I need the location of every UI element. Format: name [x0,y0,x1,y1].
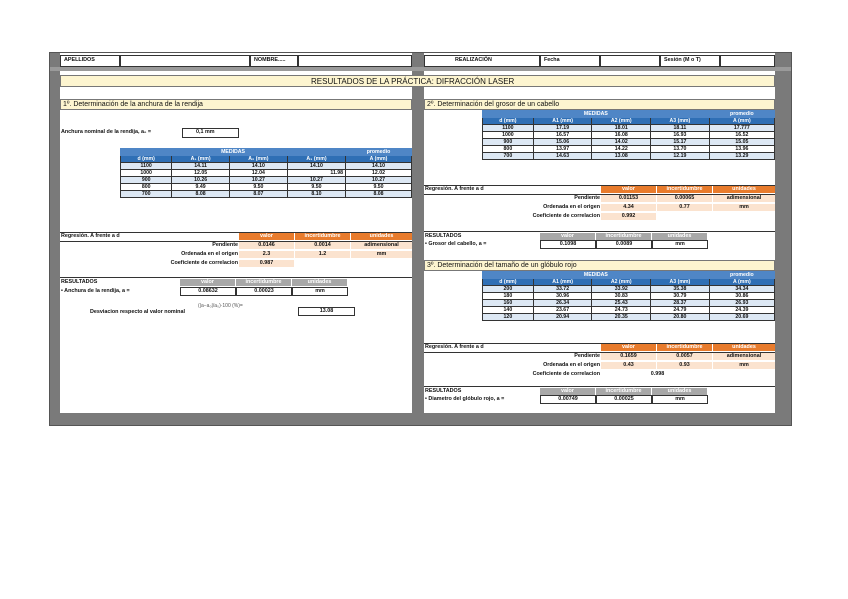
s2-pendiente-incert: 0.00065 [657,195,712,202]
s2-pendiente-unid: adimensional [713,195,775,202]
bottom-frame-bar [50,413,791,425]
s3-pendiente-incert: 0.0057 [657,353,712,360]
s3-resultados-title: RESULTADOS [425,388,462,394]
s2-col-a: A (mm) [709,118,774,125]
table-row: 900 15.06 14.02 15.17 15.05 [483,139,775,146]
s1-col-a2: A₂ (mm) [229,156,287,163]
section1-title: 1º. Determinación de la anchura de la rendija [60,99,412,110]
table-row: 700 8.08 8.07 8.10 8.08 [121,191,412,198]
table-row: 180 30.96 30.83 30.79 30.86 [483,293,775,300]
table-row: 700 14.63 13.08 12.19 13.29 [483,153,775,160]
s1-desv-formula: (|a−a₀|/a₀)·100 (%)= [198,303,243,309]
s3-medidas-table [482,271,775,321]
s3-reg-h-incert: incertidumbre [657,344,712,351]
s2-reg-h-incert: incertidumbre [657,186,712,193]
s1-reg-h-unid: unidades [351,233,412,240]
table-row: 1000 16.57 16.08 16.93 16.52 [483,132,775,139]
s3-col-a2: A2 (mm) [592,279,651,286]
table-row: 1100 14.11 14.10 14.10 14.10 [121,163,412,170]
realizacion-label: REALIZACIÓN [424,55,540,67]
s2-coef-valor: 0.992 [601,213,656,220]
s1-regresion-title: Regresión. A frente a d [61,233,120,239]
s2-res-h-valor: valor [540,233,595,240]
s1-reg-h-incert: incertidumbre [295,233,350,240]
s1-pendiente-valor: 0.0146 [239,242,294,249]
s1-res-h-unid: unidades [292,279,347,286]
s3-res-unid: mm [652,395,708,404]
s2-reg-h-valor: valor [601,186,656,193]
table-row: 1100 17.19 18.01 18.11 17.777 [483,125,775,132]
s3-reg-h-valor: valor [601,344,656,351]
s3-ordenada-label: Ordenada en el origen [543,362,600,368]
s3-reg-h-unid: unidades [713,344,775,351]
s2-res-h-unid: unidades [652,233,707,240]
s3-col-a: A (mm) [709,279,774,286]
s1-ordenada-valor: 2.3 [239,251,294,258]
s2-ordenada-valor: 4.34 [601,204,656,211]
s2-res-h-incert: incertidumbre [596,233,651,240]
section3-title: 3º. Determinación del tamaño de un glóbulo rojo [424,260,775,271]
s3-col-d: d (mm) [483,279,534,286]
page-title [60,75,775,87]
apellidos-label: APELLIDOS [60,55,120,67]
s1-col-a3: A₃ (mm) [287,156,345,163]
nombre-label: NOMBRE..... [250,55,298,67]
apellidos-field[interactable] [120,55,250,67]
s1-desv-label: Desviacion respecto al valor nominal [90,309,185,315]
s1-medidas-table [120,148,412,198]
s3-res-incert: 0.00025 [596,395,652,404]
s3-regresion-title: Regresión. A frente a d [425,344,484,350]
s1-coef-valor: 0.987 [239,260,294,267]
s1-col-d: d (mm) [121,156,172,163]
s2-ordenada-label: Ordenada en el origen [543,204,600,210]
right-frame-bar [775,53,791,425]
s3-res-h-incert: incertidumbre [596,388,651,395]
s3-res-valor: 0.00749 [540,395,596,404]
spreadsheet-sheet [49,52,792,426]
s1-nominal-box [182,128,239,138]
s1-pendiente-label: Pendiente [212,242,238,248]
s3-pendiente-valor: 0.1659 [601,353,656,360]
s3-res-label: • Diametro del glóbulo rojo, a = [425,396,505,402]
s1-pendiente-incert: 0.0014 [295,242,350,249]
s2-medidas-table [482,110,775,160]
s3-res-h-valor: valor [540,388,595,395]
s1-ordenada-unid: mm [351,251,412,258]
s2-col-d: d (mm) [483,118,534,125]
s2-pendiente-valor: 0.01153 [601,195,656,202]
s1-col-a1: A₁ (mm) [172,156,230,163]
s2-ordenada-unid: mm [713,204,775,211]
s3-promedio-header: promedio [709,272,774,279]
table-row: 1000 12.05 12.04 11.98 12.02 [121,170,412,177]
s1-res-h-valor: valor [180,279,235,286]
s1-ordenada-label: Ordenada en el origen [181,251,238,257]
s1-ordenada-incert: 1.2 [295,251,350,258]
s1-nominal-label: Anchura nominal de la rendija, a₀ = [61,129,152,135]
table-row: 800 9.49 9.50 9.50 9.50 [121,184,412,191]
nombre-field[interactable] [298,55,412,67]
table-row: 120 20.94 20.35 20.80 20.69 [483,314,775,321]
s1-res-unid: mm [292,287,348,296]
table-row: 900 10.26 10.27 10.27 10.27 [121,177,412,184]
fecha-label: Fecha [540,55,600,67]
s3-ordenada-incert: 0.93 [657,362,712,369]
s2-res-label: • Grosor del cabello, a = [425,241,487,247]
s1-promedio-header: promedio [346,149,412,156]
left-frame-bar [50,53,60,425]
s1-desv-value: 13.08 [298,307,355,316]
s2-pendiente-label: Pendiente [574,195,600,201]
fecha-field[interactable] [600,55,660,67]
table-row: 200 33.72 33.92 35.38 34.34 [483,286,775,293]
table-row: 140 23.67 24.73 24.79 24.39 [483,307,775,314]
s3-pendiente-label: Pendiente [574,353,600,359]
s1-col-a: A (mm) [346,156,412,163]
s2-resultados-title: RESULTADOS [425,233,462,239]
s1-pendiente-unid: adimensional [351,242,412,249]
s2-res-unid: mm [652,240,708,249]
s2-reg-h-unid: unidades [713,186,775,193]
s1-reg-h-valor: valor [239,233,294,240]
s2-res-incert: 0.0089 [596,240,652,249]
middle-frame-bar [412,53,424,425]
section2-title: 2º. Determinación del grosor de un cabello [424,99,775,110]
s1-nominal-value: 0,1 mm [196,129,215,135]
s2-res-valor: 0.1098 [540,240,596,249]
s3-ordenada-valor: 0.43 [601,362,656,369]
s2-col-a3: A3 (mm) [651,118,710,125]
s1-res-h-incert: incertidumbre [236,279,291,286]
s1-res-incert: 0.00023 [236,287,292,296]
header-gap-bar [50,67,791,71]
s3-res-h-unid: unidades [652,388,707,395]
s3-medidas-header: MEDIDAS [483,272,710,279]
s3-col-a1: A1 (mm) [533,279,592,286]
s3-ordenada-unid: mm [713,362,775,369]
s1-resultados-title: RESULTADOS [61,279,98,285]
s2-medidas-header: MEDIDAS [483,111,710,118]
table-row: 800 13.97 14.22 13.70 13.96 [483,146,775,153]
s2-coef-label: Coeficiente de correlacion [532,213,600,219]
s1-medidas-header: MEDIDAS [121,149,346,156]
s2-ordenada-incert: 0.77 [657,204,712,211]
page-title-text: RESULTADOS DE LA PRÁCTICA: DIFRACCIÓN LASER [311,77,515,86]
s2-col-a2: A2 (mm) [592,118,651,125]
table-row: 160 26.34 25.43 28.37 26.93 [483,300,775,307]
s1-res-valor: 0.08632 [180,287,236,296]
s3-col-a3: A3 (mm) [651,279,710,286]
s2-col-a1: A1 (mm) [533,118,592,125]
sesion-field[interactable] [720,55,775,67]
s1-coef-label: Coeficiente de correlacion [170,260,238,266]
s2-promedio-header: promedio [709,111,774,118]
s3-coef-label: Coeficiente de correlacion [532,371,600,377]
s1-res-label: • Anchura de la rendija, a = [61,288,130,294]
s3-coef-valor: 0.998 [650,371,665,377]
s3-pendiente-unid: adimensional [713,353,775,360]
sesion-label: Sesión (M o T) [660,55,720,67]
s2-regresion-title: Regresión. A frente a d [425,186,484,192]
